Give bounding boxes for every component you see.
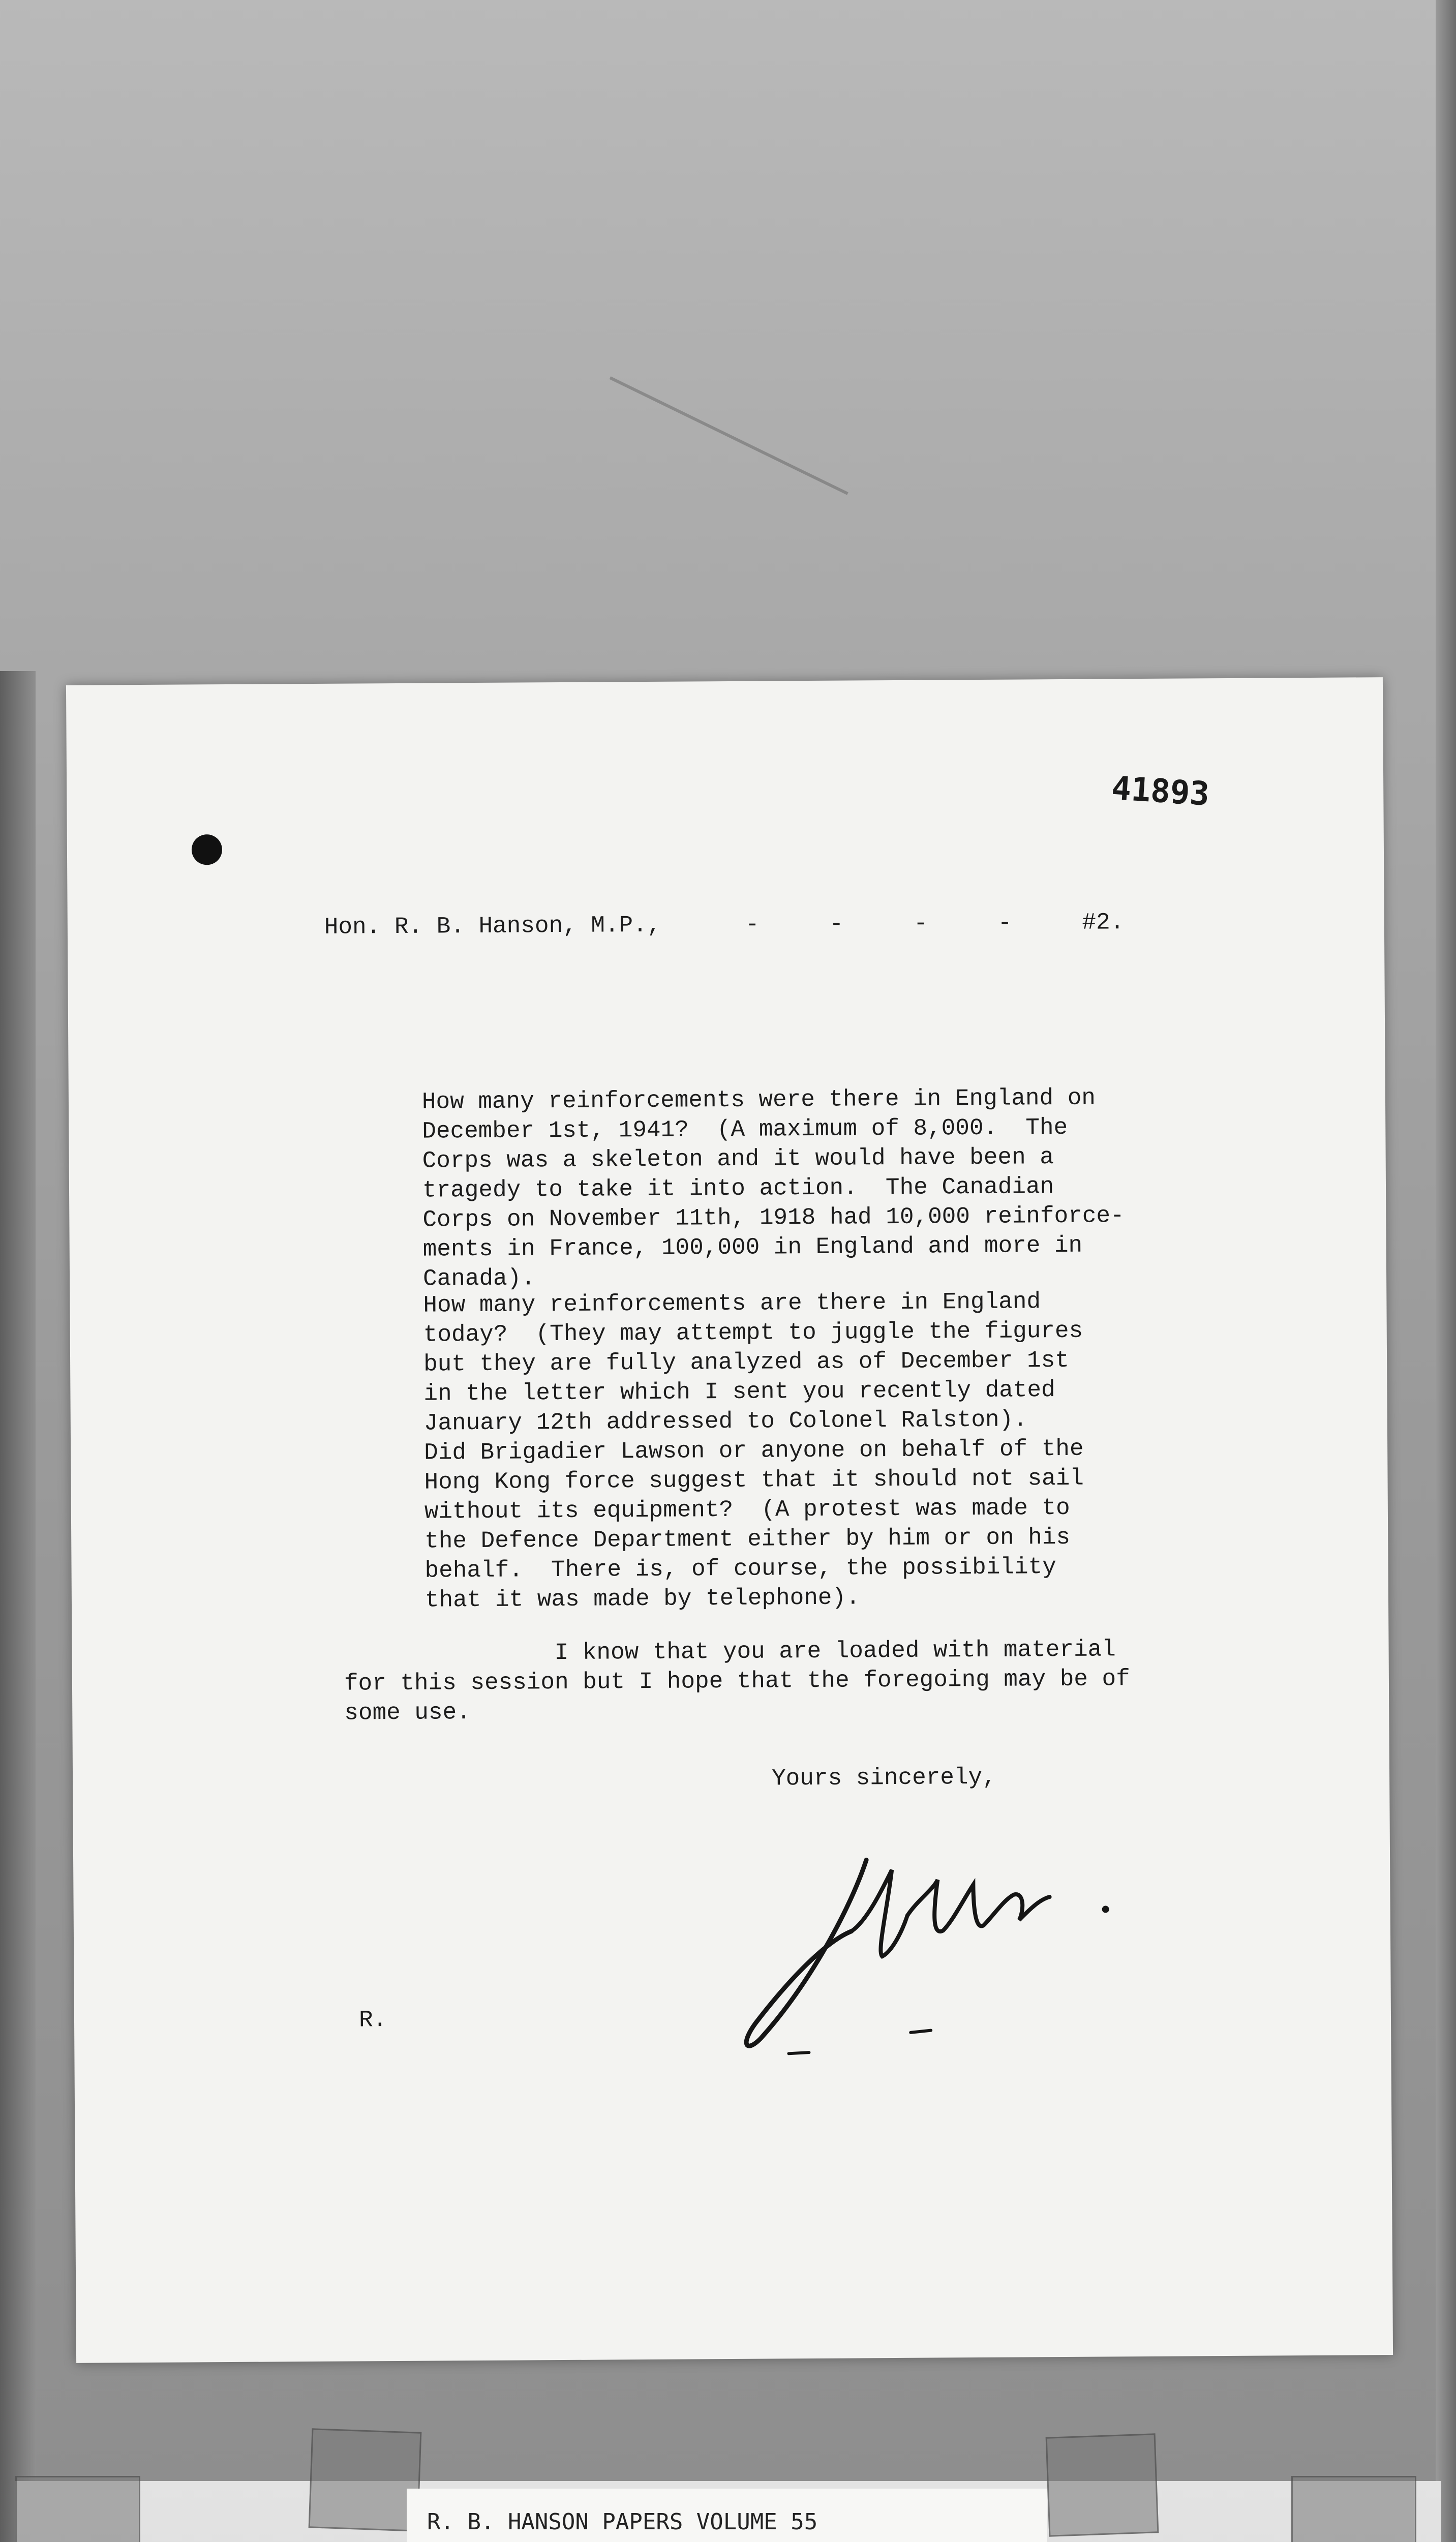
- tape-right: [1291, 2476, 1416, 2542]
- handwritten-signature: [699, 1827, 1208, 2064]
- board-shadow-right: [1436, 0, 1456, 2542]
- tape-left: [15, 2476, 140, 2542]
- board-crease: [610, 376, 848, 495]
- letter-page: [66, 677, 1393, 2363]
- closing-paragraph: I know that you are loaded with material for this session but I hope that the foregoing may be of some use.: [344, 1636, 1130, 1727]
- letter-header: Hon. R. B. Hanson, M.P., - - - - #2.: [324, 909, 1125, 941]
- punch-hole: [192, 834, 222, 865]
- typist-initial: R.: [358, 2007, 387, 2034]
- question-paragraph-2: How many reinforcements are there in England today? (They may attempt to juggle the figures but they are fully analyzed as of December 1st in the letter which I sent you recently dated January 12th addressed to Colonel Ralston).: [423, 1288, 1083, 1437]
- board-shadow-left: [0, 671, 36, 2542]
- tape-top-left: [309, 2428, 422, 2531]
- volume-label-text: R. B. HANSON PAPERS VOLUME 55: [427, 2509, 818, 2535]
- tape-top-right: [1046, 2433, 1159, 2536]
- question-paragraph-3: Did Brigadier Lawson or anyone on behalf of the Hong Kong force suggest that it should not sail without its equipment? (A protest was made to the Defence Department either by him or on his behalf. There is, of course, the possibility that it was made by telephone).: [424, 1435, 1084, 1614]
- document-number: 41893: [1110, 769, 1211, 813]
- volume-label: [407, 2489, 1047, 2542]
- valediction: Yours sincerely,: [771, 1764, 996, 1792]
- question-paragraph-1: How many reinforcements were there in England on December 1st, 1941? (A maximum of 8,000. The Corps was a skeleton and it would have been a tragedy to take it into action. The Canadian Corps on November 11th, 1918 had 10,000 reinforce- ments in France, 100,000 in England and more in Canada).: [421, 1084, 1125, 1292]
